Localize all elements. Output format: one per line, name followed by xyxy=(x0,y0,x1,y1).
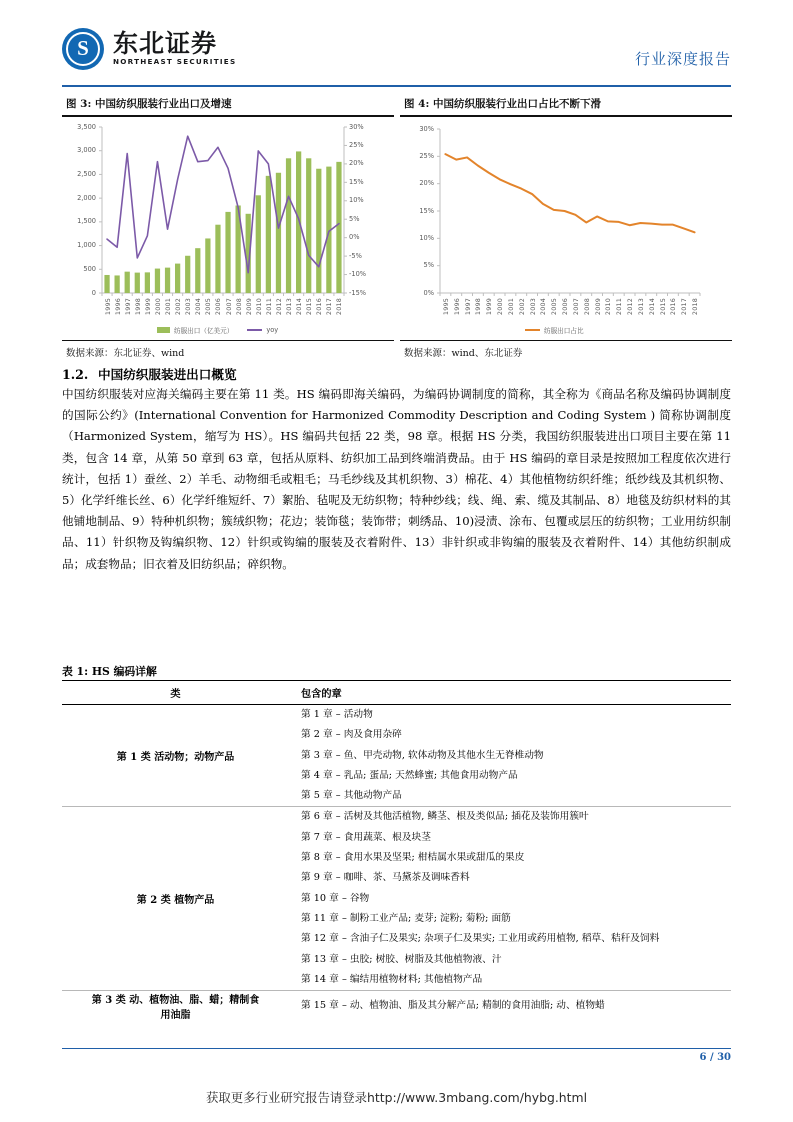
chapter-line: 第 6 章 – 活树及其他活植物, 鳞茎、根及类似品; 插花及装饰用簇叶 xyxy=(301,811,589,823)
y-axis-tick-label: 0 xyxy=(91,288,96,297)
company-logo xyxy=(62,28,236,70)
y-axis-tick-label: 1,000 xyxy=(77,241,96,250)
x-axis-tick-label: 1999 xyxy=(485,297,494,315)
section-number: 1.2. xyxy=(62,367,89,382)
x-axis-tick-label: 2017 xyxy=(680,297,689,315)
figure-3-caption: 中国纺织服装行业出口及增速 xyxy=(95,98,232,110)
logo-circle-icon xyxy=(62,28,104,70)
chapter-line: 第 13 章 – 虫胶; 树胶、树脂及其他植物液、汁 xyxy=(301,953,502,965)
x-axis-tick-label: 2015 xyxy=(305,297,314,315)
table-cell-chapters xyxy=(289,705,731,807)
y2-axis-tick-label: 20% xyxy=(349,159,364,168)
x-axis-tick-label: 1997 xyxy=(463,297,472,315)
table-body xyxy=(62,704,731,1021)
category-line-1: 第 3 类 动、植物油、脂、蜡；精制食 xyxy=(91,995,260,1007)
bar xyxy=(195,248,200,293)
yoy-line xyxy=(107,136,339,272)
x-axis-tick-label: 1996 xyxy=(452,297,461,315)
bar xyxy=(165,267,170,292)
y-axis-tick-label: 15% xyxy=(419,206,434,215)
x-axis-tick-label: 1995 xyxy=(103,297,112,315)
x-axis-tick-label: 2008 xyxy=(234,297,243,315)
legend-swatch-bar xyxy=(157,327,170,333)
bar xyxy=(316,168,321,292)
x-axis-tick-label: 2009 xyxy=(244,297,253,315)
x-axis-tick-label: 2010 xyxy=(604,297,613,315)
chapter-line: 第 14 章 – 编结用植物材料; 其他植物产品 xyxy=(301,973,483,985)
chapter-line: 第 10 章 – 谷物 xyxy=(301,892,370,904)
table-head xyxy=(62,681,731,705)
y-axis-tick-label: 10% xyxy=(419,233,434,242)
y-axis-tick-label: 30% xyxy=(419,124,434,133)
x-axis-tick-label: 2007 xyxy=(224,297,233,315)
x-axis-tick-label: 2014 xyxy=(647,297,656,315)
figure-4-caption: 中国纺织服装行业出口占比不断下滑 xyxy=(433,98,601,110)
chapter-line: 第 15 章 – 动、植物油、脂及其分解产品; 精制的食用油脂; 动、植物蜡 xyxy=(301,1000,605,1011)
table-cell-category: 第 2 类 植物产品 xyxy=(136,895,215,907)
y-axis-tick-label: 0% xyxy=(423,288,434,297)
promo-text: 获取更多行业研究报告请登录http://www.3mbang.com/hybg.html xyxy=(205,1090,588,1105)
x-axis-tick-label: 2016 xyxy=(315,297,324,315)
table-col-category: 类 xyxy=(62,681,289,705)
chapter-line: 第 11 章 – 制粉工业产品; 麦芽; 淀粉; 菊粉; 面筋 xyxy=(301,912,511,924)
y-axis-tick-label: 25% xyxy=(419,151,434,160)
chapter-line: 第 1 章 – 活动物 xyxy=(301,709,373,720)
legend-label-share: 纺服出口占比 xyxy=(544,326,584,335)
bar xyxy=(306,158,311,293)
bar xyxy=(185,255,190,292)
y2-axis-tick-label: 15% xyxy=(349,177,364,186)
y2-axis-tick-label: 25% xyxy=(349,141,364,150)
figure-3-title xyxy=(62,94,394,115)
table-header-row xyxy=(62,681,731,705)
x-axis-tick-label: 2005 xyxy=(550,297,559,315)
figure-4-title xyxy=(400,94,732,115)
legend-label-yoy: yoy xyxy=(266,325,279,334)
x-axis-tick-label: 2003 xyxy=(184,297,193,315)
chapter-line: 第 5 章 – 其他动物产品 xyxy=(301,790,402,802)
chapter-line: 第 9 章 – 咖啡、茶、马黛茶及调味香料 xyxy=(301,872,470,884)
section-title: 中国纺织服装进出口概览 xyxy=(98,367,237,382)
bar xyxy=(296,151,301,293)
y-axis-tick-label: 2,500 xyxy=(77,170,96,179)
bar xyxy=(336,161,341,292)
table-row xyxy=(62,991,731,1022)
table-cell-chapters xyxy=(289,807,731,991)
logo-letter: S xyxy=(77,35,89,60)
figure-3-label: 图 3: xyxy=(66,98,92,110)
x-axis-tick-label: 2002 xyxy=(517,297,526,315)
figure-4-label: 图 4: xyxy=(404,98,430,110)
y-axis-tick-label: 3,000 xyxy=(77,146,96,155)
bar xyxy=(256,195,261,293)
chapter-line: 第 3 章 – 鱼、甲壳动物, 软体动物及其他水生无脊椎动物 xyxy=(301,749,544,761)
x-axis-tick-label: 2004 xyxy=(194,297,203,315)
legend-swatch-line xyxy=(247,329,262,331)
y-axis-tick-label: 5% xyxy=(423,261,434,270)
figure-3-plot xyxy=(62,117,394,340)
x-axis-tick-label: 2012 xyxy=(274,297,283,315)
x-axis-tick-label: 2009 xyxy=(593,297,602,315)
report-type-label: 行业深度报告 xyxy=(634,50,731,68)
section-heading xyxy=(62,364,731,383)
y-axis-tick-label: 1,500 xyxy=(77,217,96,226)
x-axis-tick-label: 2001 xyxy=(506,297,515,315)
figure-4-plot xyxy=(400,117,732,340)
chapter-line: 第 2 章 – 肉及食用杂碎 xyxy=(301,729,402,741)
bar xyxy=(175,263,180,292)
footer-divider xyxy=(62,1048,731,1049)
hs-code-table xyxy=(62,680,731,1021)
table-row xyxy=(62,705,731,807)
bar xyxy=(286,158,291,293)
table-row xyxy=(62,807,731,991)
x-axis-tick-label: 2000 xyxy=(496,297,505,315)
table-cell-chapters xyxy=(289,991,731,1022)
bar xyxy=(266,175,271,292)
x-axis-tick-label: 1997 xyxy=(123,297,132,315)
bar xyxy=(104,275,109,293)
x-axis-tick-label: 2013 xyxy=(285,297,294,315)
x-axis-tick-label: 2017 xyxy=(325,297,334,315)
y2-axis-tick-label: 30% xyxy=(349,122,364,131)
x-axis-tick-label: 2013 xyxy=(636,297,645,315)
x-axis-tick-label: 1996 xyxy=(113,297,122,315)
y2-axis-tick-label: -15% xyxy=(349,288,367,297)
figure-3-panel xyxy=(62,94,394,359)
figure-4-panel xyxy=(400,94,732,359)
chapter-line: 第 8 章 – 食用水果及坚果; 柑桔属水果或甜瓜的果皮 xyxy=(301,852,525,864)
y2-axis-tick-label: 10% xyxy=(349,196,364,205)
x-axis-tick-label: 2011 xyxy=(615,297,624,315)
y-axis-tick-label: 3,500 xyxy=(77,122,96,131)
chapter-line: 第 4 章 – 乳品; 蛋品; 天然蜂蜜; 其他食用动物产品 xyxy=(301,769,518,781)
table-1-title: 表 1: HS 编码详解 xyxy=(62,665,157,678)
legend-swatch-line xyxy=(525,329,540,331)
x-axis-tick-label: 1999 xyxy=(143,297,152,315)
y2-axis-tick-label: 5% xyxy=(349,214,360,223)
logo-company-name-cn: 东北证券 xyxy=(113,28,218,58)
x-axis-tick-label: 2018 xyxy=(691,297,700,315)
x-axis-tick-label: 2005 xyxy=(204,297,213,315)
x-axis-tick-label: 2007 xyxy=(571,297,580,315)
x-axis-tick-label: 2012 xyxy=(626,297,635,315)
y-axis-tick-label: 20% xyxy=(419,179,434,188)
x-axis-tick-label: 2014 xyxy=(295,297,304,315)
figure-3-legend xyxy=(157,325,278,335)
bar xyxy=(115,275,120,293)
bar xyxy=(155,268,160,292)
x-axis-tick-label: 1995 xyxy=(441,297,450,315)
legend-label-exports: 纺服出口（亿美元） xyxy=(174,326,234,335)
bar xyxy=(276,172,281,292)
section-paragraph: 中国纺织服装对应海关编码主要在第 11 类。HS 编码即海关编码，为编码协调制度的简称，其全称为《商品名称及编码协调制度的国际公约》(International Convention for Harmonized Commodity Description and Coding System ) 简称协调制度（Harmonized System，缩写为 HS）。HS 编码共包括 22 类，98 章。根据 HS 分类，我国纺织服装进出口项目主要在第 11 类，包含 14 章，从第 50 章到 63 章，包括从原料、纺织加工品到终端消费品。由于 HS 编码的章目录是按照加工程度依次进行统计，包括 1）蚕丝、2）羊毛、动物细毛或粗毛；马毛纱线及其机织物、3）棉花、4）其他植物纺织纤维；纸纱线及其机织物、5）化学纤维长丝、6）化学纤维短纤、7）絮胎、毡呢及无纺织物；特种纱线；线、绳、索、缆及其制品、8）地毯及纺织材料的其他铺地制品、9）特种机织物；簇绒织物；花边；装饰毯；装饰带；刺绣品、10)浸渍、涂布、包覆或层压的纺织物；工业用纺织制品、11）针织物及钩编织物、12）针织或钩编的服装及衣着附件、13）非针织或非钩编的服装及衣着附件、14）其他纺织制成品；成套物品；旧衣着及旧纺织品；碎织物。 xyxy=(62,387,731,571)
figure-4-source: 数据来源：wind、东北证券 xyxy=(404,347,523,359)
chapter-line: 第 12 章 – 含油子仁及果实; 杂项子仁及果实; 工业用或药用植物, 稻草、秸秆及饲料 xyxy=(301,933,660,945)
y2-axis-tick-label: -10% xyxy=(349,270,367,279)
x-axis-tick-label: 1998 xyxy=(133,297,142,315)
bar xyxy=(145,272,150,293)
export-share-line xyxy=(445,154,694,232)
x-axis-tick-label: 2006 xyxy=(561,297,570,315)
x-axis-tick-label: 2008 xyxy=(582,297,591,315)
x-axis-tick-label: 2016 xyxy=(669,297,678,315)
x-axis-tick-label: 2001 xyxy=(164,297,173,315)
x-axis-tick-label: 2004 xyxy=(539,297,548,315)
x-axis-tick-label: 2011 xyxy=(264,297,273,315)
bar xyxy=(135,272,140,292)
y-axis-tick-label: 2,000 xyxy=(77,193,96,202)
header-divider xyxy=(62,85,731,87)
logo-company-name-en: NORTHEAST SECURITIES xyxy=(113,57,237,67)
category-line-2: 用油脂 xyxy=(160,1010,191,1022)
figure-3-source: 数据来源：东北证券、wind xyxy=(66,347,185,359)
table-col-chapters: 包含的章 xyxy=(289,681,731,705)
table-cell-category: 第 1 类 活动物；动物产品 xyxy=(116,752,235,764)
x-axis-tick-label: 2002 xyxy=(174,297,183,315)
table-cell-category xyxy=(62,991,289,1022)
x-axis-tick-label: 2010 xyxy=(254,297,263,315)
y2-axis-tick-label: -5% xyxy=(349,251,362,260)
page-header xyxy=(62,22,731,84)
y-axis-tick-label: 500 xyxy=(83,264,96,273)
y2-axis-tick-label: 0% xyxy=(349,233,360,242)
x-axis-tick-label: 2006 xyxy=(214,297,223,315)
chapter-line: 第 7 章 – 食用蔬菜、根及块茎 xyxy=(301,831,431,843)
x-axis-tick-label: 2015 xyxy=(658,297,667,315)
figure-4-legend xyxy=(525,325,584,335)
x-axis-tick-label: 2000 xyxy=(153,297,162,315)
page-number: 6 / 30 xyxy=(699,1052,731,1063)
x-axis-tick-label: 1998 xyxy=(474,297,483,315)
bar xyxy=(225,211,230,292)
bar xyxy=(215,224,220,292)
bar xyxy=(205,238,210,293)
x-axis-tick-label: 2018 xyxy=(335,297,344,315)
x-axis-tick-label: 2003 xyxy=(528,297,537,315)
bar xyxy=(125,271,130,292)
